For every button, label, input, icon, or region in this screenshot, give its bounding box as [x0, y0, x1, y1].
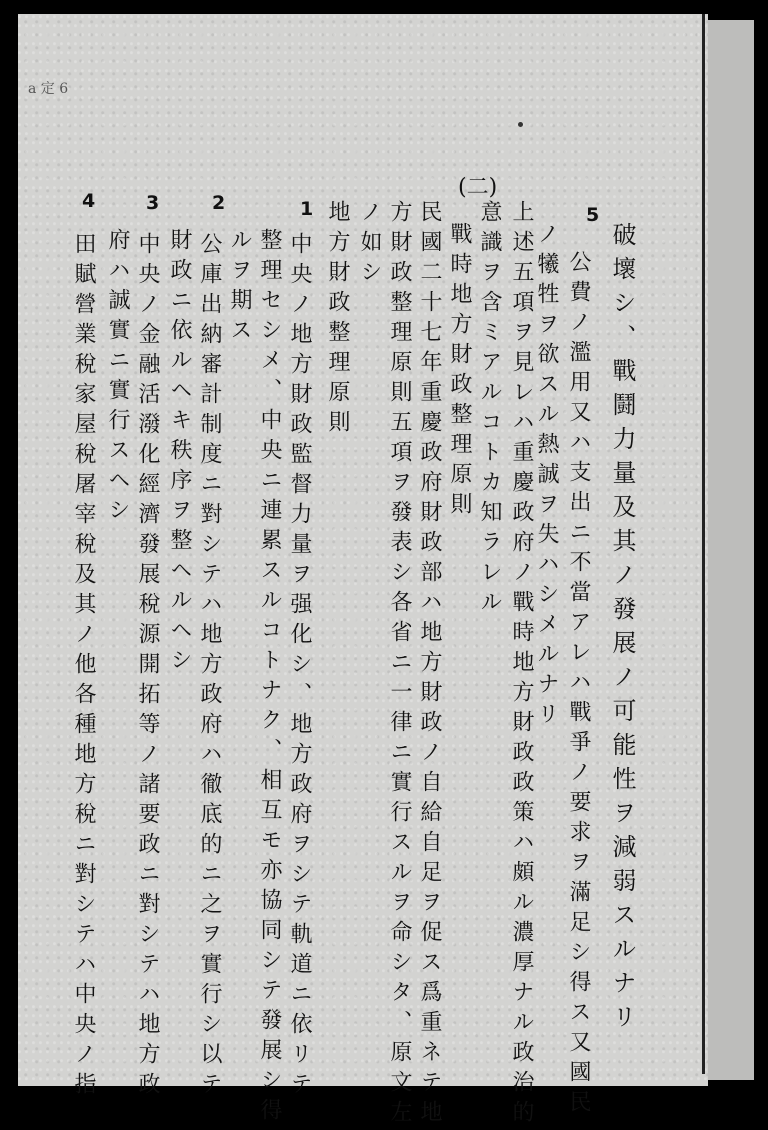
item-number-2: 2 [212, 192, 226, 214]
margin-note: a 定 6 [28, 81, 69, 97]
text-column-18: 田賦營業稅家屋稅屠宰稅及其ノ他各種地方稅ニ對シテハ中央ノ指 [71, 232, 96, 1102]
section-marker: (二) [458, 175, 498, 200]
item-number-4: 4 [82, 190, 96, 212]
text-column-3: ノ犧牲ヲ欲スル熱誠ヲ失ハシメルナリ [534, 222, 559, 732]
document-page [18, 14, 708, 1086]
page-edge-line [702, 14, 705, 1074]
item-number-1: 1 [300, 198, 314, 220]
item-number-3: 3 [146, 192, 160, 214]
text-column-5: 意識ヲ含ミアルコトカ知ラレル [477, 200, 502, 620]
ink-dot [518, 122, 523, 127]
text-column-14: 公庫出納審計制度ニ對シテハ地方政府ハ徹底的ニ之ヲ實行シ以テ [197, 232, 222, 1102]
text-column-16: 中央ノ金融活潑化經濟發展稅源開拓等ノ諸要政ニ對シテハ地方政 [135, 232, 160, 1102]
text-column-4: 上述五項ヲ見レハ重慶政府ノ戰時地方財政政策ハ頗ル濃厚ナル政治的 [509, 200, 534, 1130]
text-column-2: 公費ノ濫用又ハ支出ニ不當アレハ戰爭ノ要求ヲ滿足シ得ス又國民 [566, 250, 591, 1120]
text-column-6: 戰時地方財政整理原則 [447, 222, 472, 522]
text-column-13: ルヲ期ス [227, 228, 252, 348]
text-column-9: ノ如シ [357, 200, 382, 290]
text-column-1: 破壞シ、戰鬪力量及其ノ發展ノ可能性ヲ減弱スルナリ [608, 222, 636, 1038]
text-column-15: 財政ニ依ルヘキ秩序ヲ整ヘルヘシ [167, 228, 192, 678]
text-column-8: 方財政整理原則五項ヲ發表シ各省ニ一律ニ實行スルヲ命シタ、原文左 [387, 200, 412, 1130]
text-column-17: 府ハ誠實ニ實行スヘシ [105, 228, 130, 528]
item-number-5: 5 [586, 204, 600, 226]
text-column-7: 民國二十七年重慶政府財政部ハ地方財政ノ自給自足ヲ促ス爲重ネテ地 [417, 200, 442, 1130]
text-column-12: 整理セシメ、中央ニ連累スルコトナク、相互モ亦協同シテ發展シ得 [257, 228, 282, 1128]
text-column-10: 地方財政整理原則 [325, 200, 350, 440]
text-column-11: 中央ノ地方財政監督力量ヲ强化シ、地方政府ヲシテ軌道ニ依リテ [287, 232, 312, 1102]
adjacent-page-edge [708, 20, 754, 1080]
